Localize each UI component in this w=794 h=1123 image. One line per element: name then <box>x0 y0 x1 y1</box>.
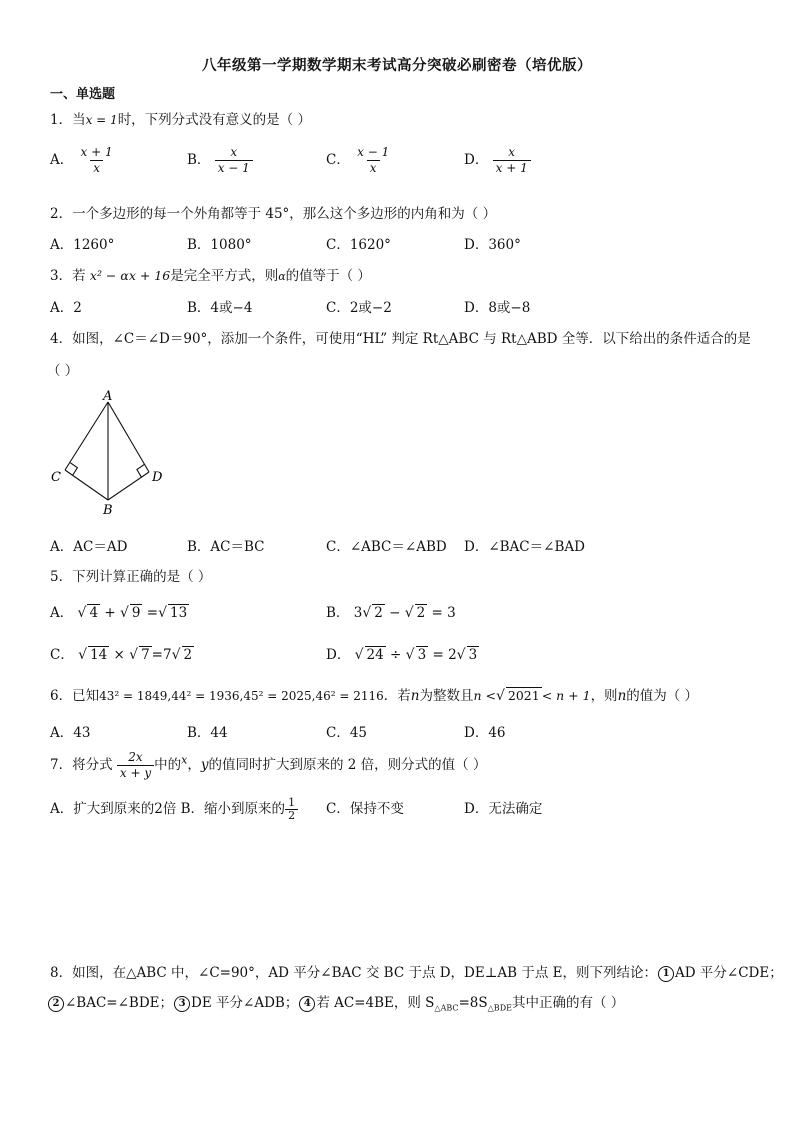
q7-option-c: C．保持不变 <box>326 801 404 817</box>
numerator: x <box>508 145 516 159</box>
denominator: x <box>90 160 103 176</box>
q6-text-a: 6．已知 <box>50 688 100 704</box>
radicand: 2 <box>374 605 383 621</box>
question-1-stem <box>50 108 311 128</box>
q7-text-b: 中的 <box>154 757 182 773</box>
q3-text-b: 是完全平方式，则 <box>170 268 279 284</box>
q1-text-a: 1．当 <box>50 112 86 128</box>
q6-var-n: n <box>617 688 627 704</box>
q1-option-a <box>50 145 116 176</box>
q7-option-b: B．缩小到原来的 <box>180 801 286 817</box>
point-d-label: D <box>152 470 163 485</box>
q3-text-a: 3．若 <box>50 268 90 284</box>
segment-db <box>108 472 149 500</box>
radicand: 2021 <box>507 688 540 703</box>
numerator: 2x <box>128 750 143 764</box>
radicand: 13 <box>170 605 188 621</box>
q7-sep: ， <box>187 757 201 773</box>
fraction <box>215 145 253 176</box>
page-title: 八年级第一学期数学期末考试高分突破必刷密卷（培优版） <box>202 58 592 74</box>
denominator: x − 1 <box>215 160 253 176</box>
q2-option-c: C．1620° <box>326 237 391 253</box>
q8-text-c: ∠BAC=∠BDE； <box>65 995 174 1011</box>
q8-text-f: =8S <box>458 995 488 1011</box>
option-label: D． <box>326 647 351 663</box>
q7-option-d: D．无法确定 <box>464 801 543 817</box>
radicand: 3 <box>468 647 478 663</box>
q7-text-a: 7．将分式 <box>50 757 113 773</box>
q6-ineq-left: n < <box>473 688 496 703</box>
subscript: △ABC <box>434 1003 459 1013</box>
radicand: 7 <box>141 647 150 663</box>
radicand: 2 <box>416 605 426 621</box>
q6-option-d: D．46 <box>464 725 506 741</box>
q8-text-d: DE 平分∠ADB； <box>191 995 299 1011</box>
q3-expression: x² − αx + 16 <box>89 268 171 283</box>
numerator: x − 1 <box>357 145 390 159</box>
fraction <box>78 145 116 176</box>
q1-option-b <box>187 145 253 176</box>
q3-text-c: 的值等于（ ） <box>285 268 371 284</box>
denominator: x <box>367 160 380 176</box>
point-b-label: B <box>103 503 113 518</box>
q3-option-d: D．8或−8 <box>464 300 531 316</box>
segment-ad <box>108 402 149 472</box>
q4-option-b: B．AC＝BC <box>187 539 265 555</box>
question-8-line-1 <box>50 961 783 982</box>
q4-option-d: D．∠BAC＝∠BAD <box>464 539 585 555</box>
q6-text-e: 的值为（ ） <box>626 688 699 704</box>
q6-facts: 43² = 1849,44² = 1936,45² = 2025,46² = 2116 <box>99 689 384 703</box>
q5-option-a: A． √ 4 + √ 9 =√ 13 <box>50 605 188 621</box>
result: 3 <box>447 605 456 621</box>
q3-option-c: C．2或−2 <box>326 300 392 316</box>
radicand: 14 <box>90 647 108 663</box>
segment-cb <box>65 470 108 500</box>
denominator: 2 <box>285 809 298 822</box>
circled-number-3: 3 <box>174 996 190 1012</box>
radicand: 3 <box>417 647 427 663</box>
question-8-line-2 <box>47 991 624 1013</box>
q6-option-c: C．45 <box>326 725 368 741</box>
point-c-label: C <box>51 470 61 485</box>
option-label: C． <box>50 647 74 663</box>
fraction <box>354 145 392 176</box>
q3-alpha: α <box>278 270 286 283</box>
q6-ineq-right: < n + 1 <box>541 688 591 703</box>
q7-text-c: 的值同时扩大到原来的 2 倍，则分式的值（ ） <box>208 757 487 773</box>
q5-option-b: B． 3√ 2 − √ 2 = 3 <box>326 605 456 621</box>
radicand: 2 <box>183 647 193 663</box>
q4-option-c: C．∠ABC＝∠ABD <box>326 539 447 555</box>
q8-text-g: 其中正确的有（ ） <box>511 995 625 1011</box>
point-a-label: A <box>103 389 113 404</box>
radicand: 24 <box>366 647 384 663</box>
q4-option-a: A．AC＝AD <box>50 539 128 555</box>
q5-option-c: C． √ 14 × √ 7 =7√ 2 <box>50 647 193 663</box>
question-4-paren: （ ） <box>47 363 79 379</box>
coefficient: 7 <box>162 647 172 663</box>
q4-triangle-figure <box>48 388 168 518</box>
question-7-stem <box>50 750 486 781</box>
option-label: A． <box>50 605 74 621</box>
subscript: △BDE <box>487 1003 512 1013</box>
circled-number-2: 2 <box>48 996 64 1012</box>
fraction <box>285 797 298 822</box>
question-2-stem: 2．一个多边形的每一个外角都等于 45°，那么这个多边形的内角和为（ ） <box>50 206 497 222</box>
q1-condition: x = 1 <box>85 113 118 127</box>
q1-option-c <box>326 145 392 176</box>
denominator: x + 1 <box>493 160 531 176</box>
circled-number-4: 4 <box>299 996 315 1012</box>
q2-option-b: B．1080° <box>187 237 252 253</box>
question-3-stem <box>50 264 371 284</box>
question-5-stem: 5．下列计算正确的是（ ） <box>50 569 212 585</box>
q6-option-a: A．43 <box>50 725 91 741</box>
coefficient: 2 <box>448 647 457 663</box>
fraction <box>117 750 154 781</box>
q2-option-d: D．360° <box>464 237 521 253</box>
q8-text-e: 若 AC=4BE，则 S <box>316 995 435 1011</box>
fraction <box>493 145 531 176</box>
q6-var-n: n <box>410 688 420 704</box>
q8-text-b: AD 平分∠CDE； <box>675 965 783 981</box>
q3-option-b: B．4或−4 <box>187 300 253 316</box>
numerator: x <box>230 145 238 159</box>
right-angle-mark-c <box>70 462 78 475</box>
q6-text-d: ，则 <box>590 688 618 704</box>
q6-text-b: ．若 <box>383 688 411 704</box>
option-label: B． <box>187 152 211 168</box>
q1-option-d <box>464 145 531 176</box>
section-heading: 一、单选题 <box>50 87 116 102</box>
q7-var-x: x <box>181 753 188 767</box>
numerator: 1 <box>288 796 296 809</box>
segment-ac <box>65 402 108 470</box>
q6-text-c: 为整数且 <box>419 688 474 704</box>
q5-option-d: D． √ 24 ÷ √ 3 = 2√ 3 <box>326 647 478 663</box>
q3-option-a: A．2 <box>50 300 82 316</box>
q7-options-row <box>50 797 298 822</box>
q6-option-b: B．44 <box>187 725 228 741</box>
q2-option-a: A．1260° <box>50 237 115 253</box>
question-6-stem: 6．已知43² = 1849,44² = 1936,45² = 2025,46² = 2116．若n为整数且n <√ 2021 < n + 1，则n的值为（ ） <box>50 688 699 704</box>
radicand: 4 <box>89 605 99 621</box>
coefficient: 3 <box>353 605 363 621</box>
q7-option-a: A．扩大到原来的2倍 <box>50 801 177 817</box>
circled-number-1: 1 <box>658 966 674 982</box>
q8-text-a: 8．如图，在△ABC 中，∠C=90°，AD 平分∠BAC 交 BC 于点 D，DE⊥AB 于点 E，则下列结论： <box>50 965 658 981</box>
denominator: x + y <box>117 765 154 781</box>
option-label: B． <box>326 605 350 621</box>
numerator: x + 1 <box>80 145 113 159</box>
q7-var-y: y <box>200 757 209 773</box>
radicand: 9 <box>131 605 141 621</box>
q1-text-b: 时，下列分式没有意义的是（ ） <box>117 112 311 128</box>
option-label: D． <box>464 152 489 168</box>
option-label: C． <box>326 152 350 168</box>
option-label: A． <box>50 152 74 168</box>
question-4-stem: 4．如图，∠C＝∠D＝90°，添加一个条件，可使用“HL” 判定 Rt△ABC 与 Rt△ABD 全等．以下给出的条件适合的是 <box>50 331 751 347</box>
